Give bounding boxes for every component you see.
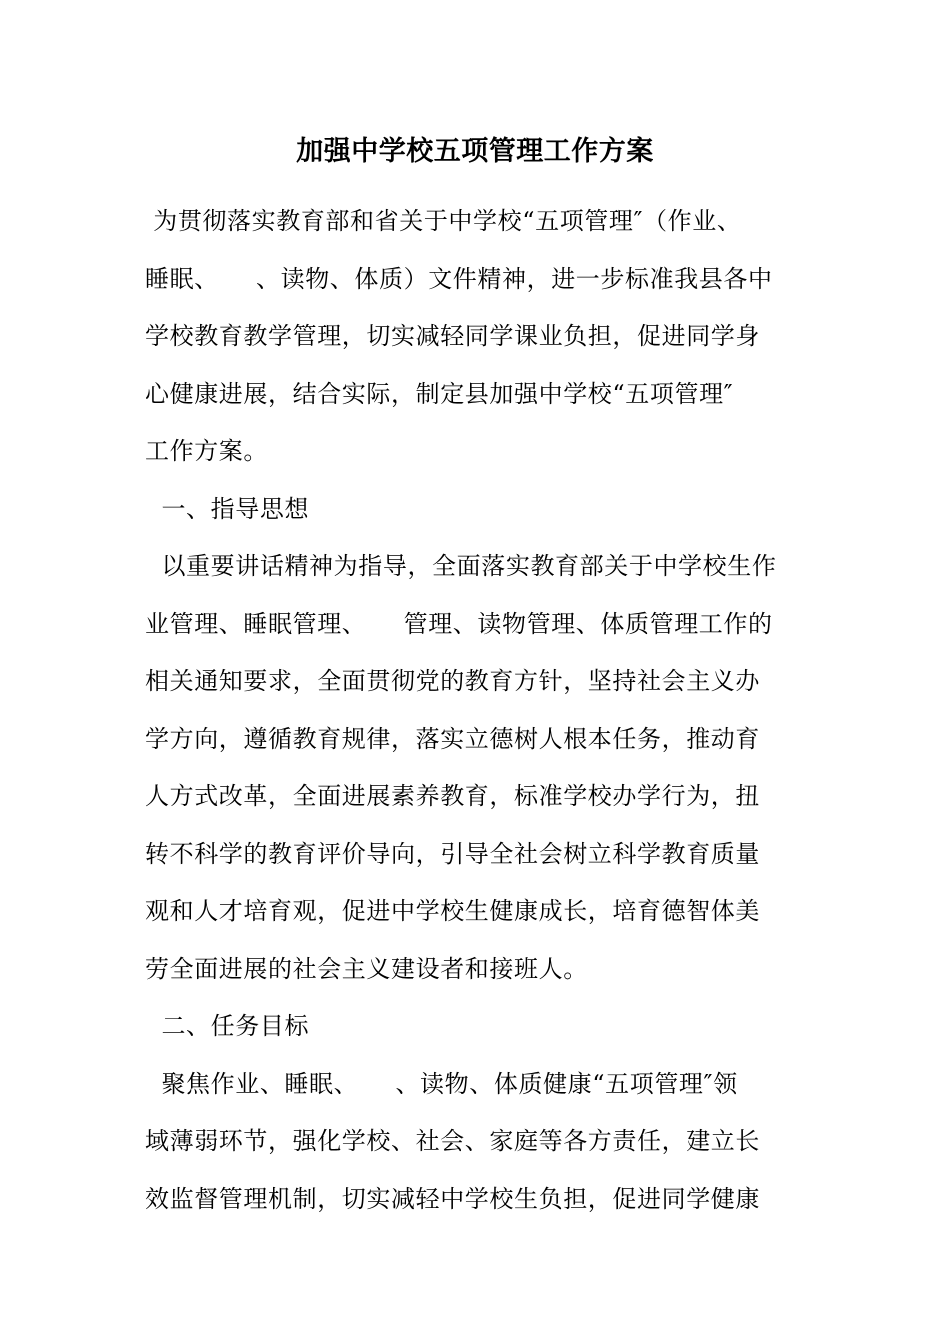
document-body	[145, 193, 807, 1228]
body-line: 人方式改革，全面进展素养教育，标准学校办学行为，扭	[145, 782, 760, 810]
section-heading-task-goals: 二、任务目标	[145, 1012, 310, 1040]
body-line: 工作方案。	[145, 437, 268, 465]
body-line: 劳全面进展的社会主义建设者和接班人。	[145, 954, 588, 983]
body-line: 以重要讲话精神为指导，全面落实教育部关于中学校生作	[145, 552, 777, 580]
body-line: 效监督管理机制，切实减轻中学校生负担，促进同学健康	[145, 1184, 760, 1213]
document-title: 加强中学校五项管理工作方案	[296, 136, 654, 167]
body-line: 观和人才培育观，促进中学校生健康成长，培育德智体美	[145, 897, 760, 925]
body-line: 学方向，遵循教育规律，落实立德树人根本任务，推动育	[145, 724, 760, 753]
body-line: 聚焦作业、睡眠、 、读物、体质健康“五项管理″领	[145, 1069, 738, 1098]
body-line: 睡眠、 、读物、体质）文件精神，进一步标准我县各中	[145, 264, 773, 293]
body-line: 业管理、睡眠管理、 管理、读物管理、体质管理工作的	[145, 609, 773, 638]
body-line: 转不科学的教育评价导向，引导全社会树立科学教育质量	[145, 839, 760, 868]
body-line: 心健康进展，结合实际，制定县加强中学校“五项管理″	[145, 379, 734, 408]
body-line: 相关通知要求，全面贯彻党的教育方针，坚持社会主义办	[145, 667, 760, 695]
section-heading-guiding-ideology: 一、指导思想	[145, 494, 310, 523]
body-line: 学校教育教学管理，切实减轻同学课业负担，促进同学身	[145, 322, 760, 350]
body-line: 域薄弱环节，强化学校、社会、家庭等各方责任，建立长	[145, 1127, 760, 1155]
body-line: 为贯彻落实教育部和省关于中学校“五项管理″（作业、	[145, 207, 742, 235]
